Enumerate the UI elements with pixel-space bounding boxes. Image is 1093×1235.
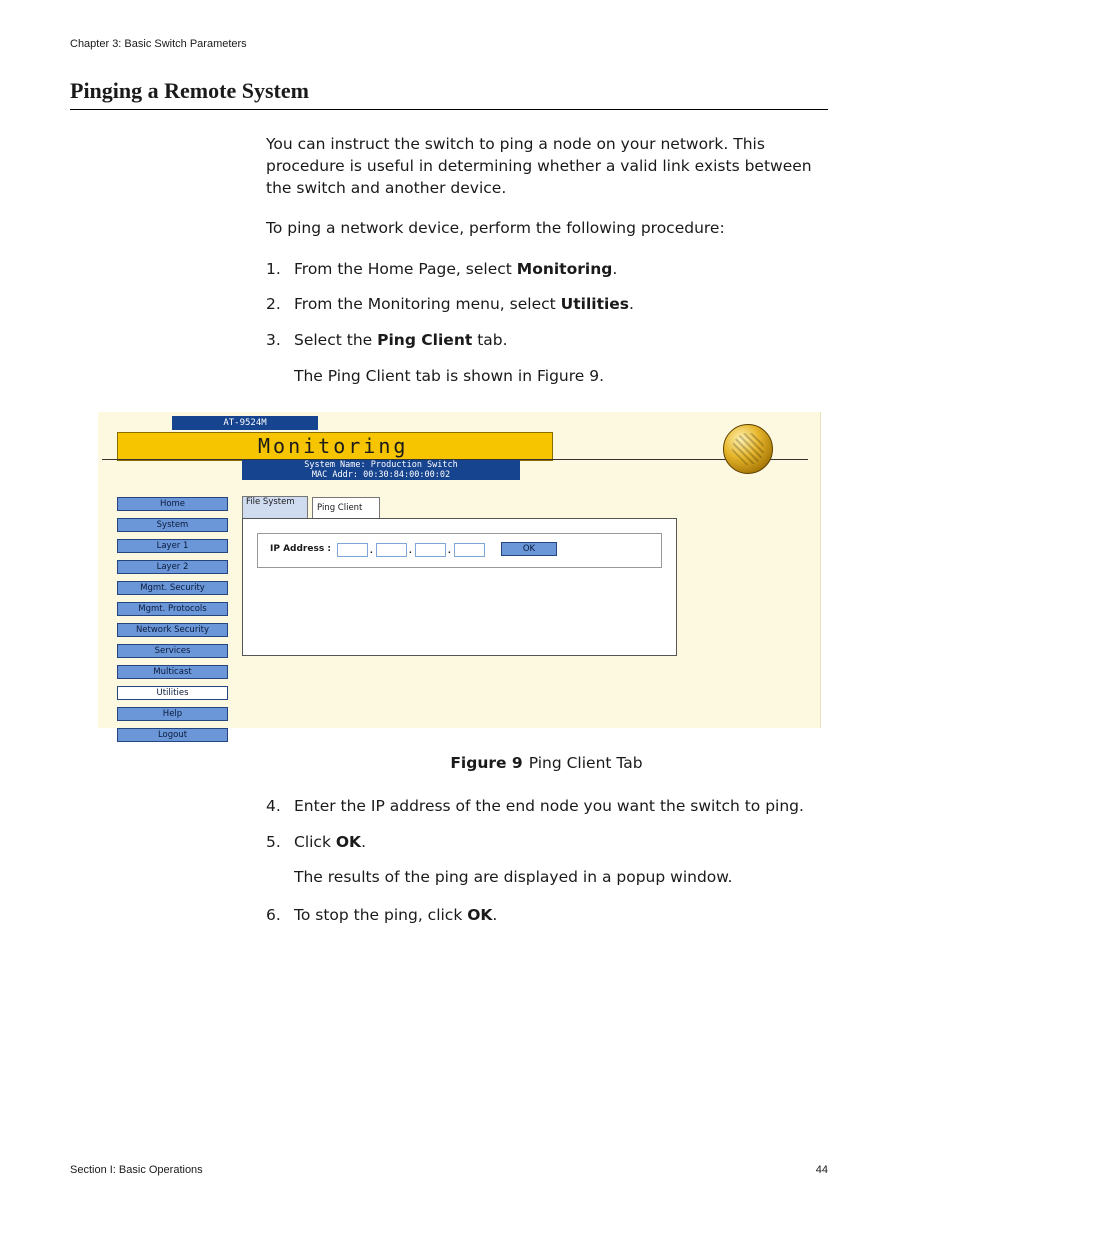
ip-dot: . bbox=[409, 545, 412, 556]
nav-services[interactable]: Services bbox=[117, 644, 228, 658]
nav-mgmt-protocols[interactable]: Mgmt. Protocols bbox=[117, 602, 228, 616]
ip-dot: . bbox=[448, 545, 451, 556]
ip-octet-4-input[interactable] bbox=[454, 543, 485, 557]
globe-logo-icon bbox=[723, 424, 773, 474]
ip-octet-1-input[interactable] bbox=[337, 543, 368, 557]
section-title: Pinging a Remote System bbox=[70, 78, 309, 103]
step-4: 4. Enter the IP address of the end node you want the switch to ping. bbox=[266, 797, 804, 815]
mac-address: MAC Addr: 00:30:84:00:00:02 bbox=[311, 470, 451, 480]
step-5: 5. Click OK. bbox=[266, 833, 366, 851]
system-info-bar bbox=[242, 460, 520, 480]
banner-title: Monitoring bbox=[258, 434, 409, 458]
nav-network-security[interactable]: Network Security bbox=[117, 623, 228, 637]
ping-client-screenshot bbox=[98, 412, 821, 740]
model-label: AT-9524M bbox=[172, 416, 318, 430]
ip-dot: . bbox=[370, 545, 373, 556]
procedure-lead: To ping a network device, perform the following procedure: bbox=[266, 219, 725, 237]
nav-utilities[interactable]: Utilities bbox=[117, 686, 228, 700]
nav-menu bbox=[117, 497, 228, 749]
page-number: 44 bbox=[815, 1164, 828, 1176]
nav-mgmt-security[interactable]: Mgmt. Security bbox=[117, 581, 228, 595]
system-name: System Name: Production Switch bbox=[304, 460, 458, 470]
ip-octet-2-input[interactable] bbox=[376, 543, 407, 557]
nav-multicast[interactable]: Multicast bbox=[117, 665, 228, 679]
ping-client-panel bbox=[242, 518, 677, 656]
step-1: 1. From the Home Page, select Monitoring. bbox=[266, 260, 618, 278]
note-figure-reference: The Ping Client tab is shown in Figure 9. bbox=[294, 367, 605, 385]
note-ping-results: The results of the ping are displayed in a popup window. bbox=[294, 868, 733, 886]
nav-logout[interactable]: Logout bbox=[117, 728, 228, 742]
figure-label: Figure 9 bbox=[450, 754, 523, 772]
step-6: 6. To stop the ping, click OK. bbox=[266, 906, 498, 924]
figure-caption bbox=[0, 754, 1093, 772]
title-rule bbox=[70, 109, 828, 110]
nav-home[interactable]: Home bbox=[117, 497, 228, 511]
step-3: 3. Select the Ping Client tab. bbox=[266, 331, 508, 349]
ip-address-label: IP Address : bbox=[270, 544, 331, 554]
running-head: Chapter 3: Basic Switch Parameters bbox=[70, 38, 247, 50]
footer-section: Section I: Basic Operations bbox=[70, 1164, 203, 1176]
ok-button[interactable]: OK bbox=[501, 542, 557, 556]
tab-file-system[interactable]: File System bbox=[242, 496, 308, 518]
figure-title: Ping Client Tab bbox=[528, 754, 643, 772]
nav-help[interactable]: Help bbox=[117, 707, 228, 721]
intro-paragraph: You can instruct the switch to ping a node on your network. This procedure is useful in determining whether a valid link exists between the switch and another device. bbox=[266, 135, 812, 197]
ip-address-group bbox=[257, 533, 662, 568]
nav-layer-1[interactable]: Layer 1 bbox=[117, 539, 228, 553]
tab-ping-client[interactable]: Ping Client bbox=[312, 497, 380, 519]
step-2: 2. From the Monitoring menu, select Utilities. bbox=[266, 295, 634, 313]
ip-octet-3-input[interactable] bbox=[415, 543, 446, 557]
nav-layer-2[interactable]: Layer 2 bbox=[117, 560, 228, 574]
nav-system[interactable]: System bbox=[117, 518, 228, 532]
